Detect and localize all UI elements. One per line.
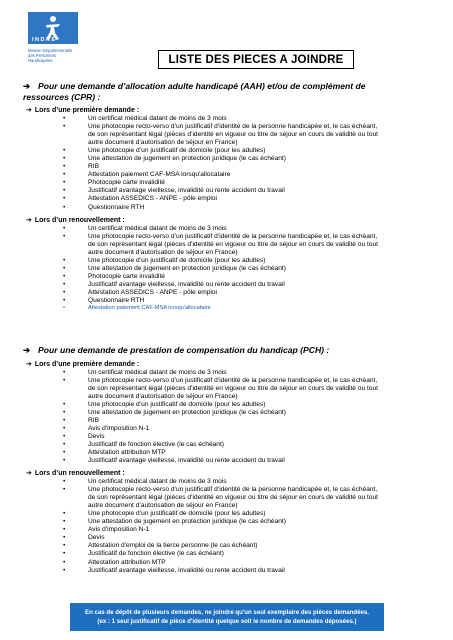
list-item-line: • Attestation paiement CAF-MSA lorsqu'allocataire (88, 305, 211, 312)
list-item (63, 195, 443, 203)
list-item-line: • Une photocopie d’un justificatif de domicile (pour les adultes) (88, 510, 266, 518)
subsection-heading (26, 360, 443, 369)
list-item-line: • Attestation d'emploi de la tierce personne (le cas échéant) (88, 542, 258, 550)
page-title: LISTE DES PIECES A JOINDRE (168, 53, 344, 66)
list-item (63, 518, 443, 526)
list-item-line: • Attestation attribution MTP (88, 558, 166, 566)
list-item-line: autre document d’autorisation de séjour en France) (88, 502, 238, 510)
list-item (63, 409, 443, 417)
list-item-line: • Une photocopie d’un justificatif de domicile (pour les adultes) (88, 256, 266, 264)
section-title (23, 345, 443, 356)
subsection-heading (26, 106, 443, 115)
list-item-line: • Une attestation de jugement en protection juridique (le cas échéant) (88, 518, 286, 526)
list-item (63, 449, 443, 457)
subsection-heading-label: Lors d’un renouvellement : (34, 470, 125, 478)
list-item-line: • Attestation ASSEDICS - ANPE - pôle emploi (88, 288, 218, 296)
section-title-line: Pour une demande d’allocation adulte handicapé (AAH) et/ou de complément de (38, 81, 366, 91)
list-item-line: de son représentant légal (pièces d’identité en vigueur ou titre de séjour en cours de validité ou tout (88, 240, 378, 248)
list-item-line: • Une attestation de jugement en protection juridique (le cas échéant) (88, 408, 286, 416)
list-item-line: • Avis d'imposition N-1 (88, 526, 150, 534)
list-item (63, 281, 443, 289)
list-item-line: • Un certificat médical datant de moins de 3 mois (88, 224, 227, 232)
circled-right-arrow-icon: ➔ (23, 81, 31, 91)
list-item-line: • Photocopie carte invalidité (88, 272, 165, 280)
list-item (63, 115, 443, 123)
list-item-line: • Une photocopie d’un justificatif de domicile (pour les adultes) (88, 400, 266, 408)
list-item-line: • Une photocopie d’un justificatif de domicile (pour les adultes) (88, 147, 266, 155)
list-item (63, 542, 443, 550)
list-item-line: de son représentant légal (pièces d’identité en vigueur ou titre de séjour en cours de validité ou tout (88, 494, 378, 502)
list-item-line: • Un certificat médical datant de moins de 3 mois (88, 368, 227, 376)
subsection-heading-label: Lors d’une première demande : (34, 107, 140, 114)
right-arrow-icon: ➔ (26, 470, 32, 478)
list-item-line: • Justificatif avantage vieillesse, invalidité ou rente accident du travail (88, 187, 285, 195)
list-item (63, 559, 443, 567)
list-item-line: • Un certificat médical datant de moins de 3 mois (88, 478, 227, 486)
list-item-line: • Attestation attribution MTP (88, 448, 166, 456)
list-item (63, 305, 443, 312)
logo-name-line: des Personnes Handicapées (28, 53, 56, 64)
right-arrow-icon: ➔ (26, 216, 32, 224)
section-pch (23, 345, 443, 579)
list-item-line: • Une attestation de jugement en protection juridique (le cas échéant) (88, 155, 286, 163)
list-item-line: de son représentant légal (pièces d’identité en vigueur ou titre de séjour en cours de validité ou tout (88, 131, 378, 139)
list-item-line: • Justificatif avantage vieillesse, invalidité ou rente accident du travail (88, 457, 285, 465)
list-item (63, 567, 443, 575)
list-item-line: • Attestation ASSEDICS - ANPE - pôle emploi (88, 195, 218, 203)
list-item-line: autre document d’autorisation de séjour en France) (88, 392, 238, 400)
list-item-line: • RIB (88, 416, 99, 424)
logo-name (28, 48, 78, 64)
list-item-line: • Une photocopie recto-verso d’un justificatif d’identité de la personne handicapée et, le cas échéant, (88, 376, 378, 384)
list-item-line: • Justificatif avantage vieillesse, invalidité ou rente accident du travail (88, 566, 285, 574)
list-item (63, 478, 443, 486)
list-item-line: • Questionnaire RTH (88, 203, 145, 211)
list-item (63, 257, 443, 265)
section-title (23, 81, 443, 92)
list-item (63, 171, 443, 179)
list-item (63, 225, 443, 233)
list-item (63, 204, 443, 212)
logo-emblem (28, 12, 78, 44)
list-item (63, 369, 443, 377)
list-item-line: autre document d’autorisation de séjour en France) (88, 139, 238, 147)
subsection-heading (26, 469, 443, 478)
list-item-line: • Devis (88, 432, 105, 440)
spacer (23, 312, 443, 316)
list-item (63, 401, 443, 409)
list-item (63, 486, 443, 510)
list-item-line: • Justificatif avantage vieillesse, invalidité ou rente accident du travail (88, 280, 285, 288)
right-arrow-icon: ➔ (26, 107, 32, 114)
subsection-heading (26, 216, 443, 225)
list-item (63, 425, 443, 433)
list-item-line: • Une photocopie recto-verso d’un justificatif d’identité de la personne handicapée et, le cas échéant, (88, 486, 378, 494)
list-item-line: • Questionnaire RTH (88, 296, 145, 304)
list-item (63, 187, 443, 195)
mdph-logo (28, 12, 78, 64)
document-list (63, 478, 443, 575)
list-item (63, 289, 443, 297)
list-item (63, 550, 443, 558)
logo-word: INDRE (32, 37, 57, 43)
list-item-line: • Une attestation de jugement en protection juridique (le cas échéant) (88, 264, 286, 272)
footer-line: En cas de dépôt de plusieurs demandes, ne joindre qu'un seul exemplaire des pièces demandées. (85, 609, 369, 616)
subsection-heading-label: Lors d’une première demande : (34, 360, 140, 368)
list-item-line: • Devis (88, 534, 105, 542)
right-arrow-icon: ➔ (26, 360, 32, 368)
section-title-line: ressources (CPR) : (23, 91, 101, 102)
list-item-line: • Un certificat médical datant de moins de 3 mois (88, 115, 227, 122)
spacer (23, 575, 443, 579)
list-item (63, 510, 443, 518)
document-list (63, 369, 443, 466)
footer-line: (ex : 1 seul justificatif de pièce d'identité quelque soit le nombre de demandes déposées.) (97, 618, 357, 625)
list-item (63, 526, 443, 534)
list-item (63, 441, 443, 449)
list-item (63, 273, 443, 281)
document-list (63, 225, 443, 312)
list-item-line: • Justificatif de fonction élective (le cas échéant) (88, 440, 224, 448)
section-aah (23, 81, 443, 316)
list-item-line: • Photocopie carte invalidité (88, 179, 165, 187)
list-item-line: • Une photocopie recto-verso d’un justificatif d’identité de la personne handicapée et, le cas échéant, (88, 232, 378, 240)
list-item-line: • Attestation paiement CAF-MSA lorsqu'allocataire (88, 171, 231, 179)
list-item (63, 433, 443, 441)
list-item-line: • Justificatif de fonction élective (le cas échéant) (88, 550, 224, 558)
list-item (63, 297, 443, 305)
circled-right-arrow-icon: ➔ (23, 345, 31, 355)
list-item (63, 163, 443, 171)
list-item (63, 147, 443, 155)
list-item-line: de son représentant légal (pièces d’identité en vigueur ou titre de séjour en cours de validité ou tout (88, 384, 378, 392)
page-title-box (158, 50, 354, 69)
list-item (63, 155, 443, 163)
list-item (63, 265, 443, 273)
list-item (63, 457, 443, 465)
footer-note (70, 603, 384, 631)
list-item-line: autre document d’autorisation de séjour en France) (88, 248, 238, 256)
list-item-line: • RIB (88, 163, 99, 171)
document-list (63, 115, 443, 212)
list-item (63, 417, 443, 425)
list-item (63, 377, 443, 401)
list-item (63, 233, 443, 257)
logo-name-line: Maison Départementale (28, 48, 73, 53)
list-item-line: • Une photocopie recto-verso d’un justificatif d’identité de la personne handicapée et, le cas échéant, (88, 123, 378, 131)
list-item (63, 534, 443, 542)
section-title-line: Pour une demande de prestation de compensation du handicap (PCH) : (38, 345, 330, 355)
list-item (63, 179, 443, 187)
list-item-line: • Avis d'imposition N-1 (88, 424, 150, 432)
subsection-heading-label: Lors d’un renouvellement : (34, 216, 125, 224)
list-item (63, 123, 443, 147)
